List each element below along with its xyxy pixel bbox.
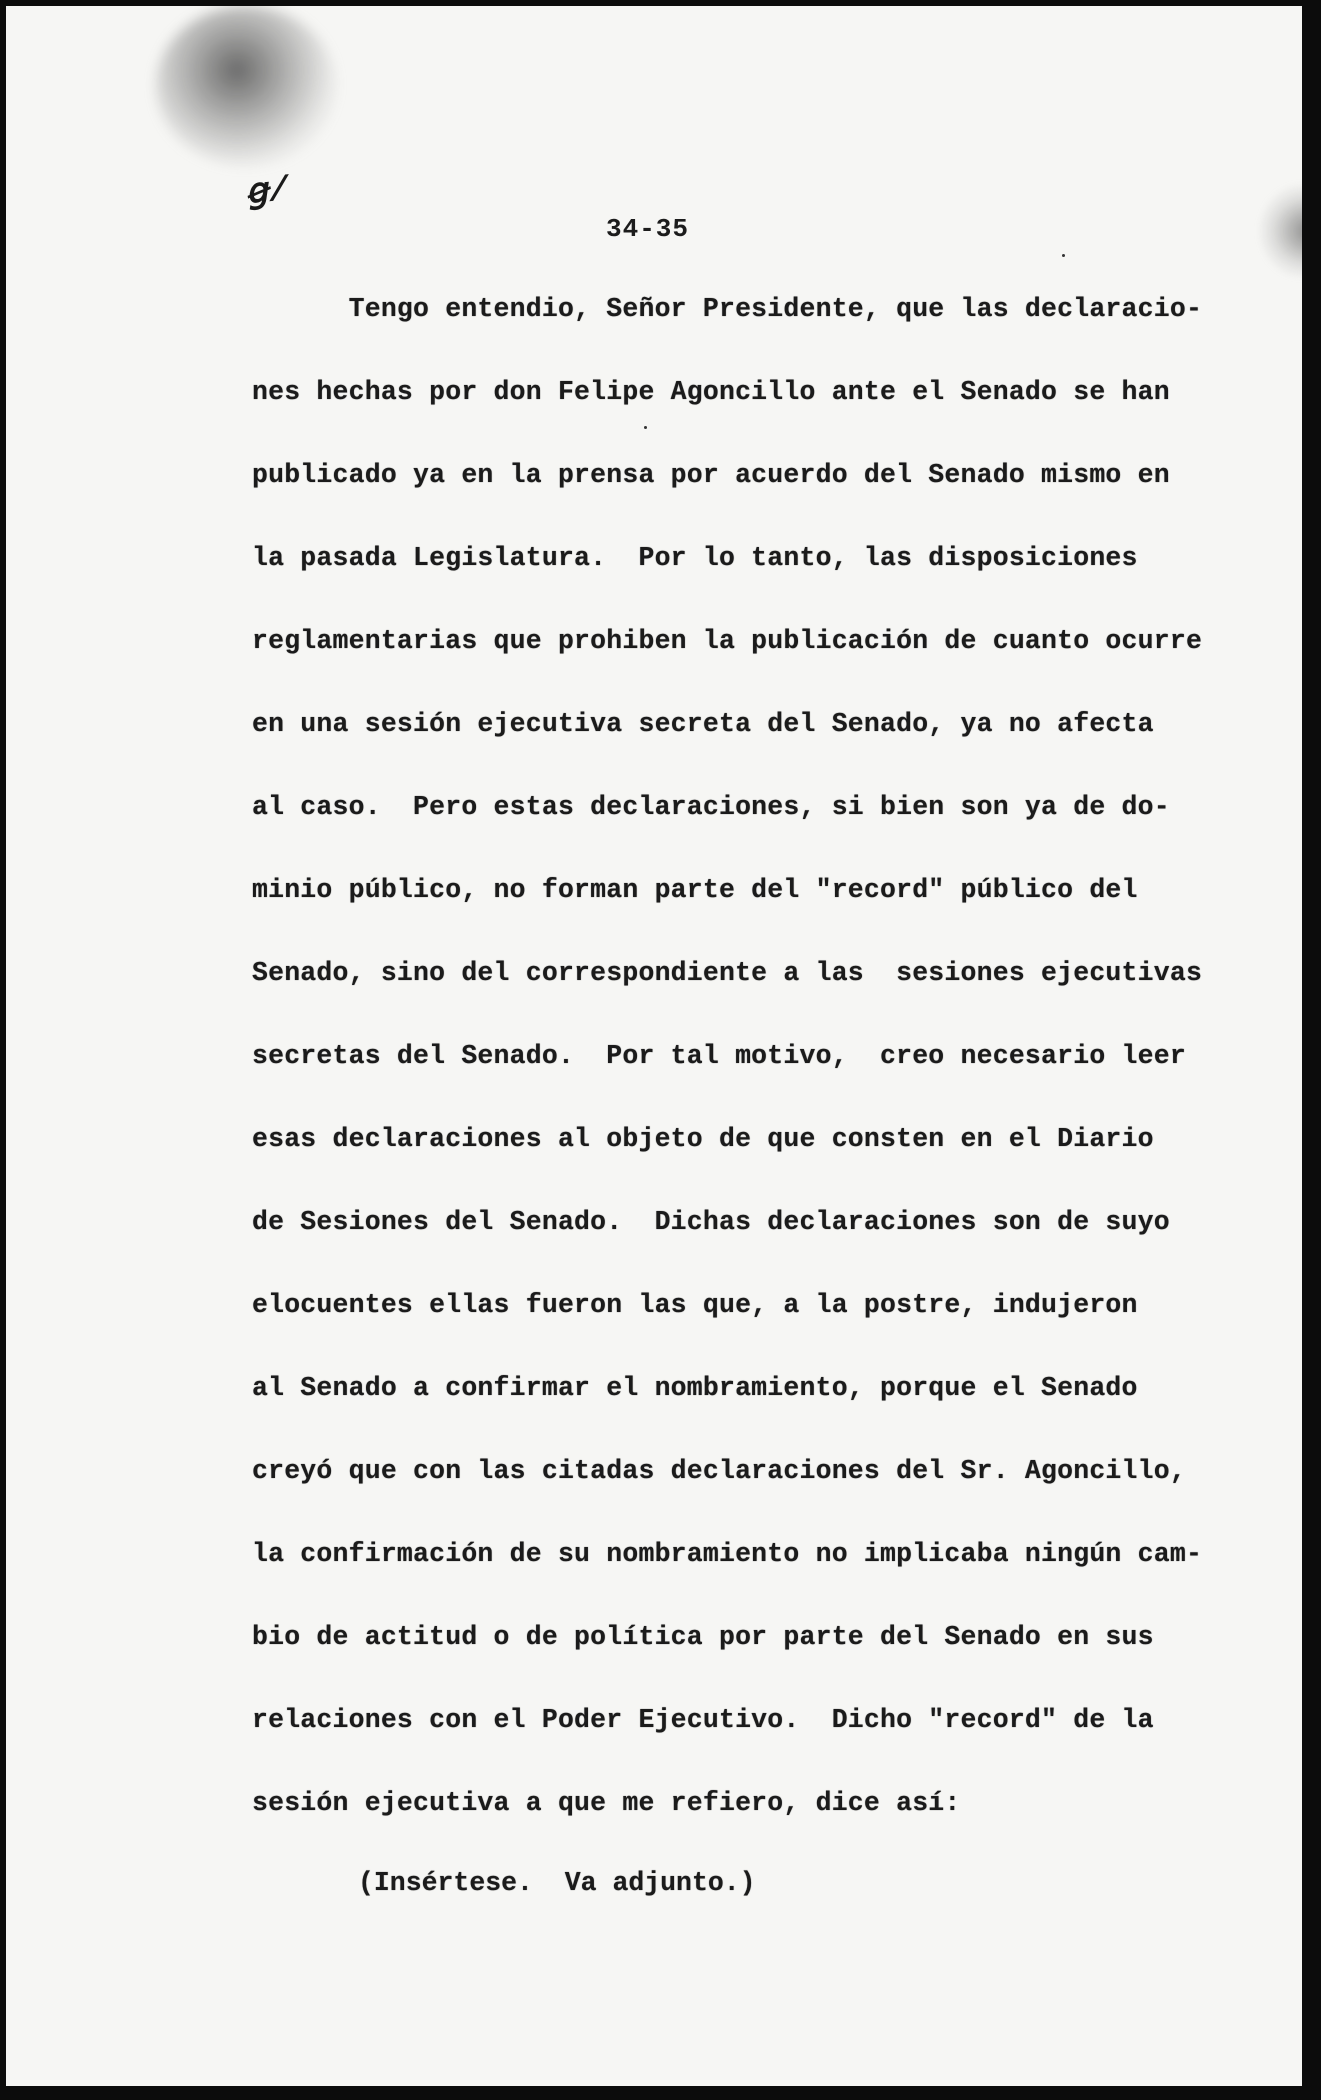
folio-mark: ꞡ/ — [244, 171, 293, 215]
text-line: de Sesiones del Senado. Dichas declaraciones son de suyo — [252, 1207, 1170, 1237]
text-line: Senado, sino del correspondiente a las sesiones ejecutivas — [252, 958, 1203, 988]
text-line: en una sesión ejecutiva secreta del Senado, ya no afecta — [252, 709, 1154, 739]
text-line: reglamentarias que prohiben la publicación de cuanto ocurre — [252, 626, 1203, 656]
page-number: 34-35 — [606, 214, 690, 244]
text-line: la confirmación de su nombramiento no implicaba ningún cam- — [252, 1539, 1203, 1569]
text-line: al Senado a confirmar el nombramiento, porque el Senado — [252, 1373, 1138, 1403]
text-line: al caso. Pero estas declaraciones, si bien son ya de do- — [252, 792, 1170, 822]
text-line: esas declaraciones al objeto de que consten en el Diario — [252, 1124, 1154, 1154]
text-line: sesión ejecutiva a que me refiero, dice así: — [252, 1788, 961, 1818]
text-line: bio de actitud o de política por parte del Senado en sus — [252, 1622, 1154, 1652]
text-line: la pasada Legislatura. Por lo tanto, las disposiciones — [252, 543, 1138, 573]
text-line: elocuentes ellas fueron las que, a la postre, indujeron — [252, 1290, 1138, 1320]
text-line: minio público, no forman parte del "record" público del — [252, 875, 1138, 905]
dust-speck — [1062, 254, 1065, 257]
insert-note: (Insértese. Va adjunto.) — [358, 1868, 756, 1898]
text-line: creyó que con las citadas declaraciones del Sr. Agoncillo, — [252, 1456, 1186, 1486]
text-line: relaciones con el Poder Ejecutivo. Dicho "record" de la — [252, 1705, 1154, 1735]
ink-smudge — [1261, 186, 1302, 276]
text-line: Tengo entendio, Señor Presidente, que las declaracio- — [252, 294, 1203, 324]
text-line: publicado ya en la prensa por acuerdo del Senado mismo en — [252, 460, 1170, 490]
document-page — [6, 6, 1302, 2086]
text-line: secretas del Senado. Por tal motivo, creo necesario leer — [252, 1041, 1186, 1071]
ink-smudge — [156, 6, 336, 166]
dust-speck — [644, 426, 647, 429]
text-line: nes hechas por don Felipe Agoncillo ante el Senado se han — [252, 377, 1170, 407]
